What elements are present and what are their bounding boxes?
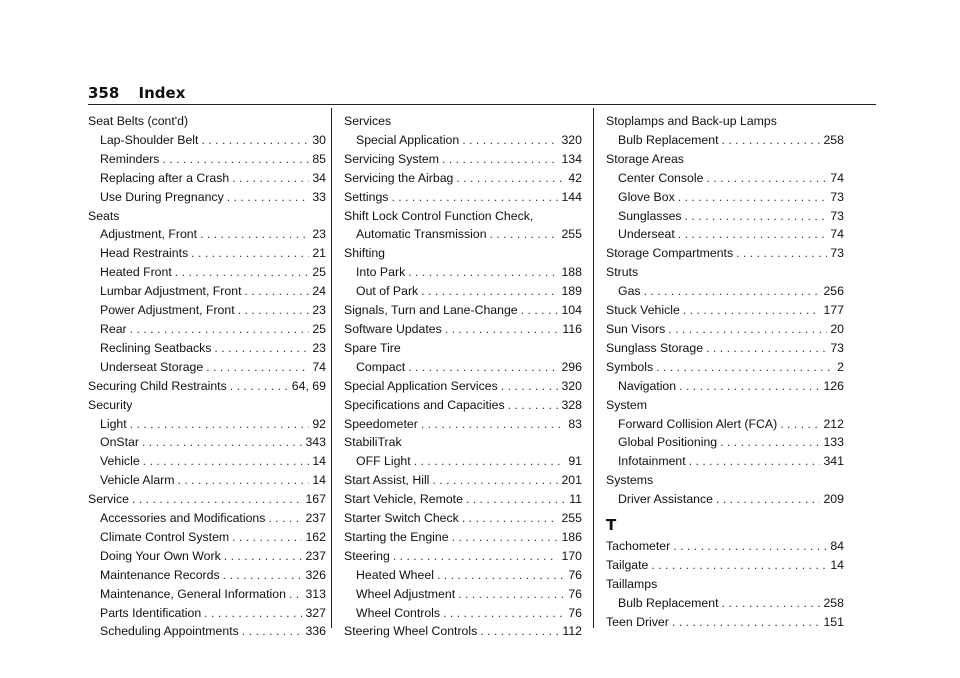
entry-label: Rear: [100, 321, 127, 336]
entry-pages: 328: [561, 397, 582, 412]
dot-leader: [456, 169, 565, 188]
dot-leader: [721, 594, 820, 613]
index-entry: [606, 282, 844, 301]
entry-pages: 74: [830, 170, 844, 185]
entry-label: Doing Your Own Work: [100, 548, 221, 563]
entry-label: Starter Switch Check: [344, 511, 459, 526]
entry-pages: 343: [305, 435, 326, 450]
index-heading: Struts: [606, 265, 639, 280]
dot-leader: [452, 528, 559, 547]
dot-leader: [466, 490, 566, 509]
dot-leader: [232, 169, 309, 188]
index-entry: [606, 207, 844, 226]
index-entry: [88, 547, 326, 566]
dot-leader: [130, 320, 310, 339]
index-heading: Taillamps: [606, 576, 658, 591]
entry-label: Lumbar Adjustment, Front: [100, 284, 242, 299]
entry-label: Underseat: [618, 227, 675, 242]
entry-pages: 20: [830, 321, 844, 336]
dot-leader: [458, 585, 565, 604]
dot-leader: [242, 622, 303, 641]
index-entry: [606, 225, 844, 244]
index-entry: [88, 377, 326, 396]
entry-pages: 73: [830, 246, 844, 261]
index-entry: [88, 566, 326, 585]
index-heading: Shift Lock Control Function Check,: [344, 208, 534, 223]
dot-leader: [720, 433, 820, 452]
dot-leader: [391, 188, 558, 207]
dot-leader: [143, 452, 310, 471]
entry-pages: 92: [312, 416, 326, 431]
dot-leader: [204, 604, 302, 623]
dot-leader: [679, 377, 820, 396]
entry-label: Steering Wheel Controls: [344, 624, 478, 639]
entry-label: Power Adjustment, Front: [100, 303, 235, 318]
index-entry: [344, 188, 582, 207]
dot-leader: [432, 471, 558, 490]
entry-pages: 73: [830, 208, 844, 223]
dot-leader: [191, 244, 309, 263]
entry-pages: 74: [312, 359, 326, 374]
dot-leader: [289, 585, 303, 604]
entry-label: Special Application: [356, 132, 460, 147]
entry-pages: 25: [312, 265, 326, 280]
entry-pages: 320: [561, 378, 582, 393]
section-letter: T: [606, 516, 617, 535]
entry-pages: 258: [823, 595, 844, 610]
dot-leader: [462, 509, 559, 528]
index-heading: Systems: [606, 473, 654, 488]
entry-pages: 209: [823, 492, 844, 507]
entry-pages: 170: [561, 548, 582, 563]
entry-pages: 64, 69: [291, 378, 326, 393]
entry-label: Into Park: [356, 265, 406, 280]
entry-label: Vehicle Alarm: [100, 473, 175, 488]
entry-label: Forward Collision Alert (FCA): [618, 416, 778, 431]
index-entry: [88, 471, 326, 490]
index-entry: [606, 339, 844, 358]
entry-pages: 25: [312, 321, 326, 336]
column-divider: [331, 108, 332, 628]
column-divider: [593, 108, 594, 628]
dot-leader: [178, 471, 310, 490]
index-entry: [88, 244, 326, 263]
index-entry: [606, 301, 844, 320]
entry-pages: 144: [561, 189, 582, 204]
entry-label: Automatic Transmission: [356, 227, 487, 242]
dot-leader: [508, 396, 559, 415]
entry-pages: 237: [305, 548, 326, 563]
entry-pages: 167: [305, 492, 326, 507]
entry-label: Sunglasses: [618, 208, 682, 223]
entry-label: Specifications and Capacities: [344, 397, 505, 412]
entry-label: Center Console: [618, 170, 704, 185]
entry-label: Use During Pregnancy: [100, 189, 224, 204]
entry-pages: 84: [830, 539, 844, 554]
index-entry: [606, 131, 844, 150]
entry-pages: 30: [312, 132, 326, 147]
entry-pages: 341: [823, 454, 844, 469]
entry-pages: 212: [823, 416, 844, 431]
index-entry: [344, 490, 582, 509]
entry-pages: 258: [823, 132, 844, 147]
entry-label: Light: [100, 416, 127, 431]
dot-leader: [142, 433, 303, 452]
dot-leader: [130, 415, 310, 434]
dot-leader: [678, 225, 828, 244]
page-header: [88, 84, 185, 102]
entry-pages: 23: [312, 303, 326, 318]
entry-label: Symbols: [606, 359, 654, 374]
index-entry: [344, 131, 582, 150]
entry-label: Special Application Services: [344, 378, 498, 393]
entry-label: Sun Visors: [606, 321, 666, 336]
dot-leader: [672, 613, 821, 632]
entry-pages: 313: [305, 586, 326, 601]
entry-pages: 2: [837, 359, 844, 374]
index-entry: [88, 169, 326, 188]
dot-leader: [644, 282, 821, 301]
index-entry: [88, 263, 326, 282]
entry-pages: 76: [568, 567, 582, 582]
dot-leader: [200, 225, 309, 244]
entry-pages: 42: [568, 170, 582, 185]
dot-leader: [408, 263, 558, 282]
dot-leader: [238, 301, 310, 320]
dot-leader: [227, 188, 310, 207]
entry-pages: 237: [305, 511, 326, 526]
dot-leader: [651, 556, 827, 575]
dot-leader: [206, 358, 309, 377]
index-entry: [344, 396, 582, 415]
entry-label: Start Assist, Hill: [344, 473, 430, 488]
entry-pages: 162: [305, 529, 326, 544]
index-entry: [88, 415, 326, 434]
index-entry: [344, 622, 582, 641]
dot-leader: [230, 377, 289, 396]
entry-label: Tailgate: [606, 557, 649, 572]
dot-leader: [414, 452, 566, 471]
entry-label: Start Vehicle, Remote: [344, 492, 463, 507]
entry-pages: 326: [305, 567, 326, 582]
entry-label: Steering: [344, 548, 390, 563]
dot-leader: [214, 339, 309, 358]
index-entry: [344, 566, 582, 585]
entry-label: Securing Child Restraints: [88, 378, 227, 393]
dot-leader: [132, 490, 302, 509]
index-entry: [606, 452, 844, 471]
entry-label: OFF Light: [356, 454, 411, 469]
entry-pages: 14: [312, 473, 326, 488]
index-entry: [606, 320, 844, 339]
entry-pages: 336: [305, 624, 326, 639]
index-entry: [344, 547, 582, 566]
entry-pages: 23: [312, 340, 326, 355]
index-entry: [88, 188, 326, 207]
index-entry: [88, 433, 326, 452]
entry-label: Speedometer: [344, 416, 418, 431]
dot-leader: [706, 169, 827, 188]
entry-label: Compact: [356, 359, 406, 374]
entry-pages: 14: [830, 557, 844, 572]
entry-label: Adjustment, Front: [100, 227, 198, 242]
index-entry: [88, 358, 326, 377]
entry-label: Maintenance, General Information: [100, 586, 286, 601]
entry-label: Signals, Turn and Lane-Change: [344, 303, 518, 318]
index-heading: StabiliTrak: [344, 435, 402, 450]
index-column-2: [344, 112, 582, 641]
index-entry: [344, 415, 582, 434]
entry-label: Climate Control System: [100, 529, 230, 544]
dot-leader: [780, 415, 820, 434]
entry-label: Parts Identification: [100, 605, 202, 620]
index-entry: [606, 377, 844, 396]
entry-label: Settings: [344, 189, 389, 204]
dot-leader: [721, 131, 820, 150]
entry-pages: 23: [312, 227, 326, 242]
index-heading: Seats: [88, 208, 120, 223]
entry-label: Head Restraints: [100, 246, 189, 261]
entry-label: Driver Assistance: [618, 492, 713, 507]
index-entry: [606, 358, 844, 377]
entry-pages: 24: [312, 284, 326, 299]
index-entry: [88, 622, 326, 641]
dot-leader: [490, 225, 559, 244]
entry-pages: 91: [568, 454, 582, 469]
entry-pages: 73: [830, 340, 844, 355]
dot-leader: [224, 547, 303, 566]
entry-pages: 188: [561, 265, 582, 280]
index-entry: [88, 131, 326, 150]
entry-pages: 256: [823, 284, 844, 299]
entry-pages: 76: [568, 605, 582, 620]
index-heading: System: [606, 397, 647, 412]
dot-leader: [443, 604, 565, 623]
dot-leader: [442, 150, 558, 169]
index-entry: [606, 169, 844, 188]
entry-label: Scheduling Appointments: [100, 624, 239, 639]
index-entry: [344, 282, 582, 301]
entry-label: Storage Compartments: [606, 246, 734, 261]
entry-pages: 255: [561, 227, 582, 242]
entry-pages: 126: [823, 378, 844, 393]
index-entry: [88, 490, 326, 509]
page-title: Index: [138, 84, 186, 102]
index-entry: [344, 471, 582, 490]
entry-pages: 34: [312, 170, 326, 185]
entry-pages: 296: [561, 359, 582, 374]
entry-pages: 177: [823, 303, 844, 318]
index-entry: [344, 528, 582, 547]
entry-label: Service: [88, 492, 130, 507]
dot-leader: [736, 244, 827, 263]
entry-pages: 74: [830, 227, 844, 242]
index-entry: [88, 320, 326, 339]
dot-leader: [445, 320, 560, 339]
dot-leader: [462, 131, 558, 150]
entry-label: Underseat Storage: [100, 359, 204, 374]
entry-pages: 83: [568, 416, 582, 431]
entry-label: Infotainment: [618, 454, 686, 469]
entry-label: Servicing the Airbag: [344, 170, 454, 185]
dot-leader: [408, 358, 558, 377]
index-heading: Spare Tire: [344, 340, 401, 355]
entry-label: Vehicle: [100, 454, 140, 469]
entry-pages: 151: [823, 614, 844, 629]
entry-label: Starting the Engine: [344, 529, 449, 544]
index-entry: [606, 613, 844, 632]
entry-label: Software Updates: [344, 321, 442, 336]
entry-label: Out of Park: [356, 284, 419, 299]
index-heading: Stoplamps and Back-up Lamps: [606, 114, 777, 128]
index-entry: [88, 452, 326, 471]
entry-pages: 255: [561, 511, 582, 526]
entry-label: Bulb Replacement: [618, 132, 719, 147]
index-entry: [606, 415, 844, 434]
dot-leader: [223, 566, 303, 585]
dot-leader: [501, 377, 559, 396]
entry-label: Gas: [618, 284, 641, 299]
index-entry: [344, 150, 582, 169]
entry-label: Maintenance Records: [100, 567, 220, 582]
index-heading: Services: [344, 114, 392, 128]
index-entry: [606, 433, 844, 452]
entry-label: Bulb Replacement: [618, 595, 719, 610]
entry-pages: 14: [312, 454, 326, 469]
dot-leader: [656, 358, 834, 377]
entry-pages: 186: [561, 529, 582, 544]
index-entry: [344, 452, 582, 471]
dot-leader: [521, 301, 559, 320]
index-heading: Storage Areas: [606, 151, 684, 166]
index-entry: [344, 604, 582, 623]
entry-label: Navigation: [618, 378, 677, 393]
index-entry: [606, 556, 844, 575]
entry-pages: 116: [562, 321, 582, 336]
entry-pages: 85: [312, 151, 326, 166]
index-entry: [88, 585, 326, 604]
entry-pages: 104: [561, 303, 582, 318]
entry-label: Global Positioning: [618, 435, 718, 450]
index-entry: [344, 377, 582, 396]
entry-pages: 11: [569, 492, 582, 507]
entry-label: Servicing System: [344, 151, 439, 166]
entry-pages: 327: [305, 605, 326, 620]
dot-leader: [244, 282, 309, 301]
index-entry: [606, 594, 844, 613]
entry-label: Heated Front: [100, 265, 172, 280]
entry-label: Glove Box: [618, 189, 675, 204]
entry-label: Sunglass Storage: [606, 340, 704, 355]
dot-leader: [678, 188, 828, 207]
dot-leader: [683, 301, 821, 320]
index-heading: Security: [88, 397, 133, 412]
index-entry: [606, 537, 844, 556]
entry-label: Replacing after a Crash: [100, 170, 230, 185]
entry-pages: 320: [561, 132, 582, 147]
entry-pages: 73: [830, 189, 844, 204]
index-entry: [344, 301, 582, 320]
entry-pages: 133: [823, 435, 844, 450]
entry-label: Heated Wheel: [356, 567, 434, 582]
entry-label: Reminders: [100, 151, 160, 166]
dot-leader: [421, 282, 558, 301]
index-entry: [88, 282, 326, 301]
entry-label: Accessories and Modifications: [100, 511, 266, 526]
dot-leader: [162, 150, 309, 169]
entry-label: Stuck Vehicle: [606, 303, 680, 318]
index-entry: [344, 509, 582, 528]
entry-label: Reclining Seatbacks: [100, 340, 212, 355]
index-entry: [88, 604, 326, 623]
index-entry: [606, 244, 844, 263]
index-entry: [344, 169, 582, 188]
dot-leader: [706, 339, 827, 358]
entry-label: Wheel Controls: [356, 605, 441, 620]
entry-pages: 76: [568, 586, 582, 601]
dot-leader: [393, 547, 559, 566]
dot-leader: [480, 622, 559, 641]
entry-pages: 134: [561, 151, 582, 166]
index-entry: [606, 490, 844, 509]
dot-leader: [421, 415, 565, 434]
dot-leader: [201, 131, 309, 150]
dot-leader: [685, 207, 828, 226]
page-number: 358: [88, 84, 120, 102]
dot-leader: [268, 509, 302, 528]
dot-leader: [437, 566, 565, 585]
dot-leader: [668, 320, 827, 339]
index-heading: Shifting: [344, 246, 386, 261]
index-entry: [88, 301, 326, 320]
entry-label: Teen Driver: [606, 614, 669, 629]
entry-pages: 33: [312, 189, 326, 204]
header-rule: [88, 104, 876, 105]
index-column-3: [606, 112, 844, 632]
entry-label: Tachometer: [606, 539, 671, 554]
index-entry: [88, 150, 326, 169]
dot-leader: [673, 537, 827, 556]
dot-leader: [232, 528, 302, 547]
dot-leader: [716, 490, 820, 509]
index-entry: [88, 509, 326, 528]
index-column-1: [88, 112, 326, 641]
entry-label: Wheel Adjustment: [356, 586, 456, 601]
index-entry: [344, 263, 582, 282]
index-entry: [344, 320, 582, 339]
index-entry: [344, 358, 582, 377]
entry-pages: 189: [561, 284, 582, 299]
index-entry: [344, 585, 582, 604]
index-entry: [88, 528, 326, 547]
index-entry: [88, 339, 326, 358]
index-entry: [606, 188, 844, 207]
index-entry: [344, 225, 582, 244]
entry-pages: 112: [562, 624, 582, 639]
entry-label: OnStar: [100, 435, 139, 450]
index-heading: Seat Belts (cont'd): [88, 114, 189, 128]
dot-leader: [175, 263, 310, 282]
index-entry: [88, 225, 326, 244]
dot-leader: [689, 452, 821, 471]
entry-pages: 201: [561, 473, 582, 488]
entry-pages: 21: [312, 246, 326, 261]
entry-label: Lap-Shoulder Belt: [100, 132, 199, 147]
